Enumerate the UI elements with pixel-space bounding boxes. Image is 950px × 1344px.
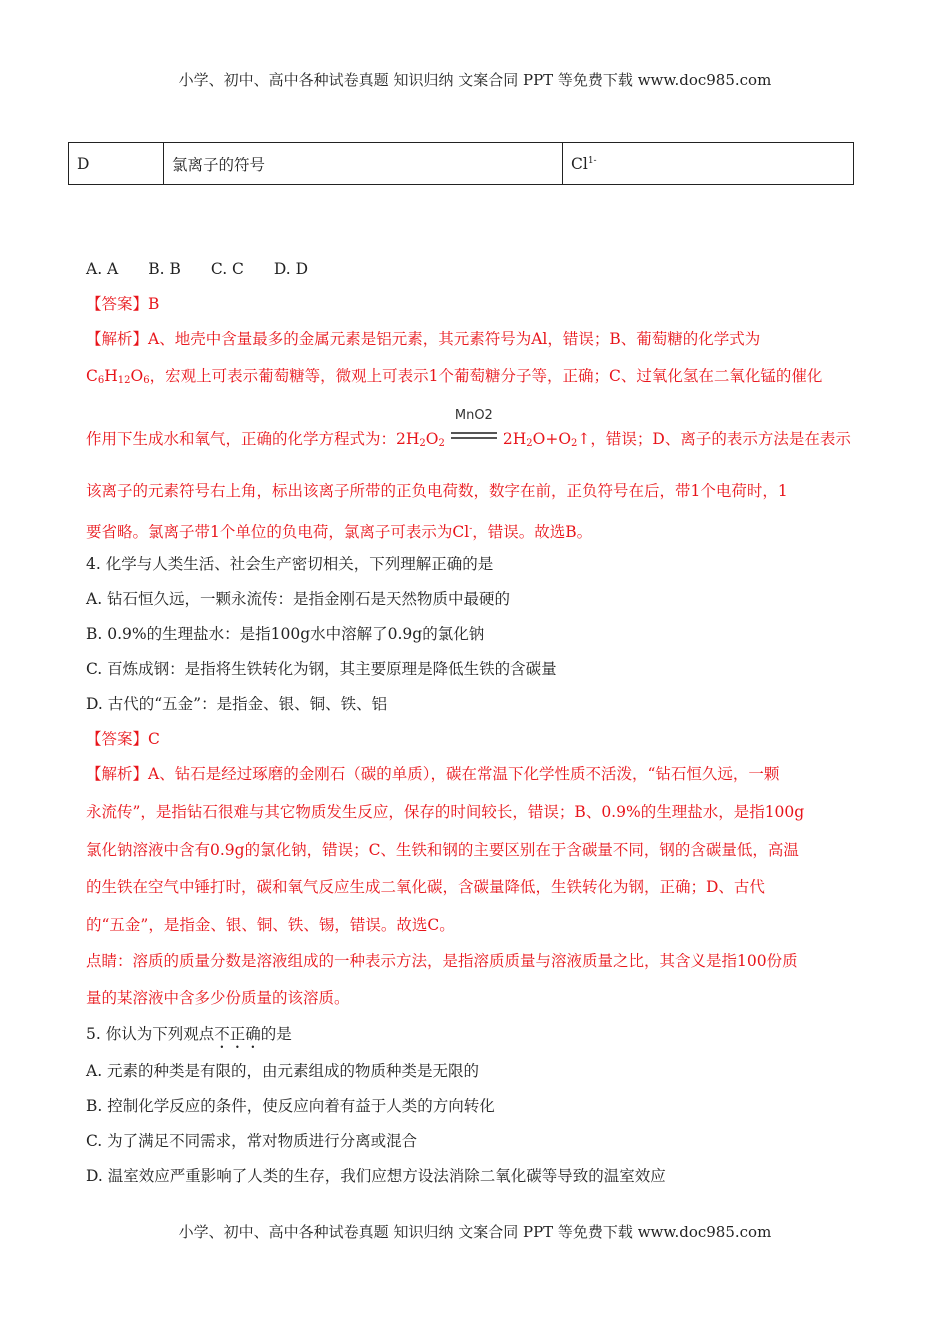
q3-option-b: B. B xyxy=(148,260,181,278)
page-footer: 小学、初中、高中各种试卷真题 知识归纳 文案合同 PPT 等免费下载 www.doc985.com xyxy=(178,1223,772,1241)
q3-analysis-line xyxy=(86,408,851,454)
formula-sub: 2 xyxy=(438,438,445,449)
formula-part: C xyxy=(86,367,98,385)
q4-analysis-line: 【解析】A、钻石是经过琢磨的金刚石（碳的单质），碳在常温下化学性质不活泼，“钻石恒久远，一颗 xyxy=(86,765,780,783)
q5-option-d: D. 温室效应严重影响了人类的生存，我们应想方设法消除二氧化碳等导致的温室效应 xyxy=(86,1167,666,1185)
stem-text: 5. 你认为下列观点 xyxy=(86,1025,215,1043)
formula-sub: 6 xyxy=(143,375,150,386)
formula-sub: 6 xyxy=(97,375,105,386)
equation-sign xyxy=(451,408,497,450)
symbol-sup: 1- xyxy=(587,155,597,166)
q4-analysis-line: 的生铁在空气中锤打时，碳和氧气反应生成二氧化碳，含碳量降低，生铁转化为钢，正确；D、古代 xyxy=(86,878,765,896)
page-header: 小学、初中、高中各种试卷真题 知识归纳 文案合同 PPT 等免费下载 www.doc985.com xyxy=(178,71,772,89)
q3-analysis-line: 该离子的元素符号右上角，标出该离子所带的正负电荷数，数字在前，正负符号在后，带1个电荷时，1 xyxy=(86,482,788,500)
q5-stem xyxy=(86,1024,292,1052)
option-cell: D xyxy=(69,143,164,185)
formula-part: H xyxy=(104,367,118,385)
q4-answer: 【答案】C xyxy=(86,730,160,748)
q4-analysis-line: 永流传”，是指钻石很难与其它物质发生反应，保存的时间较长，错误；B、0.9%的生理盐水，是指100g xyxy=(86,803,805,821)
q5-option-c: C. 为了满足不同需求，常对物质进行分离或混合 xyxy=(86,1132,418,1150)
answer-option-table xyxy=(68,142,854,185)
q4-option-a: A. 钻石恒久远，一颗永流传：是指金刚石是天然物质中最硬的 xyxy=(86,590,511,608)
analysis-text: ↑，错误；D、离子的表示方法是在表示 xyxy=(577,430,851,448)
symbol-cell xyxy=(563,143,854,185)
formula-sub: 2 xyxy=(419,438,426,449)
q4-stem: 4. 化学与人类生活、社会生产密切相关，下列理解正确的是 xyxy=(86,555,494,573)
q3-analysis-line: 【解析】A、地壳中含量最多的金属元素是铝元素，其元素符号为Al，错误；B、葡萄糖的化学式为 xyxy=(86,330,761,348)
q4-option-b: B. 0.9%的生理盐水：是指100g水中溶解了0.9g的氯化钠 xyxy=(86,625,485,643)
q3-option-d: D. D xyxy=(273,260,309,278)
formula-sub: 12 xyxy=(117,375,131,386)
catalyst-label: MnO2 xyxy=(454,408,493,423)
analysis-text: 要省略。氯离子带1个单位的负电荷，氯离子可表示为Cl xyxy=(86,523,470,541)
q4-option-d: D. 古代的“五金”：是指金、银、铜、铁、铝 xyxy=(86,695,388,713)
formula-part: O xyxy=(130,367,144,385)
stem-emphasis: 不正确 xyxy=(214,1025,261,1043)
stem-text: 的是 xyxy=(260,1025,292,1043)
analysis-text: ，错误。故选B。 xyxy=(472,523,593,541)
symbol-text: Cl xyxy=(571,154,588,173)
q3-option-c: C. C xyxy=(210,260,244,278)
q3-analysis-line xyxy=(86,366,822,391)
q4-note-line: 量的某溶液中含多少份质量的该溶质。 xyxy=(86,989,350,1007)
charge-sup: - xyxy=(469,524,473,534)
q4-analysis-line: 氯化钠溶液中含有0.9g的氯化钠，错误；C、生铁和钢的主要区别在于含碳量不同，钢的含碳量低，高温 xyxy=(86,841,799,859)
q3-analysis-line xyxy=(86,519,592,542)
q5-option-a: A. 元素的种类是有限的，由元素组成的物质种类是无限的 xyxy=(86,1062,480,1080)
q4-note-line: 点睛：溶质的质量分数是溶液组成的一种表示方法，是指溶质质量与溶液质量之比，其含义是指100份质 xyxy=(86,952,798,970)
q4-option-c: C. 百炼成钢：是指将生铁转化为钢，其主要原理是降低生铁的含碳量 xyxy=(86,660,557,678)
q3-answer: 【答案】B xyxy=(86,295,160,313)
q3-option-a: A. A xyxy=(86,260,119,278)
formula-sub: 2 xyxy=(526,438,533,449)
table-row xyxy=(69,143,854,185)
formula-part: O xyxy=(425,430,439,448)
formula-sub: 2 xyxy=(571,438,578,449)
formula-part: 2H xyxy=(502,430,527,448)
analysis-text: ，宏观上可表示葡萄糖等，微观上可表示1个葡萄糖分子等，正确；C、过氧化氢在二氧化锰的催化 xyxy=(149,367,823,385)
description-cell: 氯离子的符号 xyxy=(164,143,563,185)
q3-options xyxy=(86,259,338,279)
q5-option-b: B. 控制化学反应的条件，使反应向着有益于人类的方向转化 xyxy=(86,1097,495,1115)
formula-part: O+O xyxy=(532,430,572,448)
analysis-text: 作用下生成水和氧气，正确的化学方程式为：2H xyxy=(86,430,420,448)
q4-analysis-line: 的“五金”，是指金、银、铜、铁、锡，错误。故选C。 xyxy=(86,916,455,934)
